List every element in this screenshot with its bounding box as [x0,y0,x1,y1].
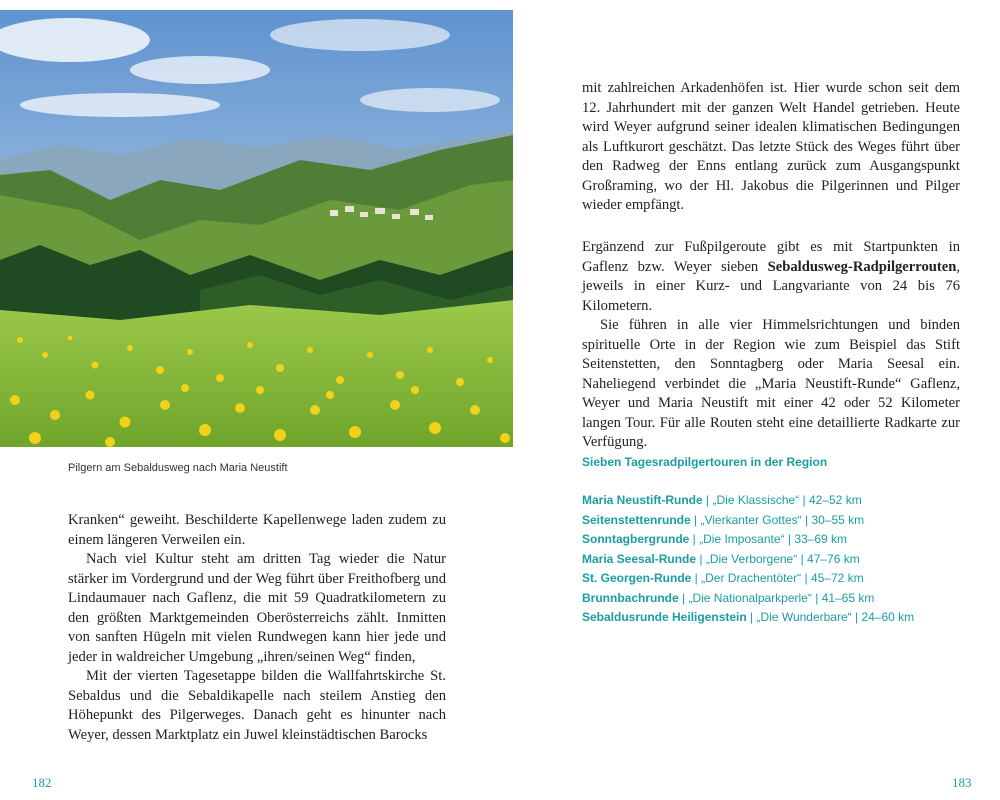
list-item [582,589,962,609]
list-item [582,530,962,550]
separator: | [690,512,701,527]
separator: | [851,610,862,624]
separator: | [746,610,757,624]
tour-name: Maria Seesal-Runde [582,551,697,566]
tour-distance: 47–76 km [807,551,860,566]
separator: | [797,551,808,566]
tour-name: Seitenstettenrunde [582,512,691,527]
separator: | [691,571,702,585]
tour-nickname: „Die Imposante“ [699,532,785,546]
tour-distance: 33–69 km [794,532,848,546]
right-paragraph-1: mit zahlreichen Arkadenhöfen ist. Hier wurde schon seit dem 12. Jahrhundert mit der ganzen Welt Handel getrieben. Heute wird Weyer aufgrund seiner idealen klimatischen Bedingungen als Luftkurort geschätzt. Das letzte Stück des Weges führt über den Radweg der Enns entlang zurück zum Ausgangspunkt Großraming, wo der Hl. Jakobus die Pilgerinnen und Pilger wieder empfängt. [582,80,960,213]
list-item [582,511,962,531]
right-paragraph-3: Sie führen in alle vier Himmelsrichtungen und binden spirituelle Orte in der Region wie zum Beispiel das Stift Seitenstetten, den Sonntagberg oder Maria Seesal ein. Naheliegend verbindet die „Maria Neustift-Runde“ Gaflenz, Weyer und Maria Neustift mit einer 42 oder 52 Kilometer langen Tour. Für alle Routen steht eine detaillierte Radkarte zur Verfügung. [582,317,960,450]
separator: | [678,590,689,605]
landscape-illustration [0,10,513,447]
separator: | [811,590,822,605]
tour-nickname: „Die Verborgene“ [705,551,798,566]
list-item [582,608,962,628]
tour-name: St. Georgen-Runde [582,571,692,585]
separator: | [799,493,809,507]
tour-nickname: „Die Nationalparkperle“ [688,590,812,605]
tour-distance: 41–65 km [821,590,875,605]
separator: | [702,493,713,507]
list-item [582,491,962,511]
tour-distance: 24–60 km [861,610,915,624]
right-page-text-mid [582,238,960,453]
right-paragraph-2-end: , jeweils in einer Kurz- und Langvariante von 24 bis 76 Kilometern. [582,258,960,314]
list-item [582,569,962,589]
left-paragraph-1: Kranken“ geweiht. Beschilderte Kapellenwege laden zudem zu einem längeren Verweilen ein. [68,512,446,548]
tour-distance: 30–55 km [811,512,865,527]
tour-distance: 42–52 km [808,493,862,507]
tour-nickname: „Die Klassische“ [712,493,800,507]
right-page-text-top [582,79,960,216]
tour-nickname: „Vierkanter Gottes“ [700,512,802,527]
separator: | [801,571,811,585]
tour-nickname: „Der Drachentöter“ [701,571,802,585]
tours-list [582,491,962,628]
tour-name: Sonntagbergrunde [582,532,690,546]
tour-name: Brunnbachrunde [582,590,679,605]
page-number-left: 182 [32,775,52,790]
right-paragraph-2-start: Ergänzend zur Fußpilgeroute gibt es mit Startpunkten in Gaflenz bzw. Weyer sieben [582,239,960,275]
tour-name: Sebaldusrunde Heiligenstein [582,610,747,624]
tour-distance: 45–72 km [810,571,864,585]
left-page-text [68,511,446,745]
tour-name: Maria Neustift-Runde [582,493,703,507]
separator: | [784,532,795,546]
left-paragraph-2: Nach viel Kultur steht am dritten Tag wieder die Natur stärker im Vordergrund und der Weg führt über Freithofberg und Lindaumauer nach Gaflenz, die mit 59 Quadratkilometern zu den größten Marktgemeinden Oberösterreichs zählt. Inmitten von sanften Hügeln mit vielen Rundwegen kann hier jede und jeder in waldreicher Umgebung „ihren/seinen Weg“ finden, [68,551,446,665]
landscape-photo [0,10,513,447]
separator: | [696,551,706,566]
left-paragraph-3: Mit der vierten Tagesetappe bilden die Wallfahrtskirche St. Sebaldus und die Sebaldikapelle nach steilem Anstieg den Höhepunkt des Pilgerweges. Danach geht es hinunter nach Weyer, dessen Marktplatz ein Juwel kleinstädtischen Barocks [68,668,446,743]
separator: | [689,532,700,546]
right-paragraph-2 [582,238,960,316]
tours-heading: Sieben Tagesradpilgertouren in der Region [582,455,828,469]
list-item [582,550,962,570]
tour-nickname: „Die Wunderbare“ [756,610,852,624]
page-number-right: 183 [952,775,972,790]
separator: | [801,512,812,527]
image-caption: Pilgern am Sebaldusweg nach Maria Neustift [68,462,288,474]
radpilgerrouten-term: Sebaldusweg-Radpilgerrouten [767,258,957,275]
